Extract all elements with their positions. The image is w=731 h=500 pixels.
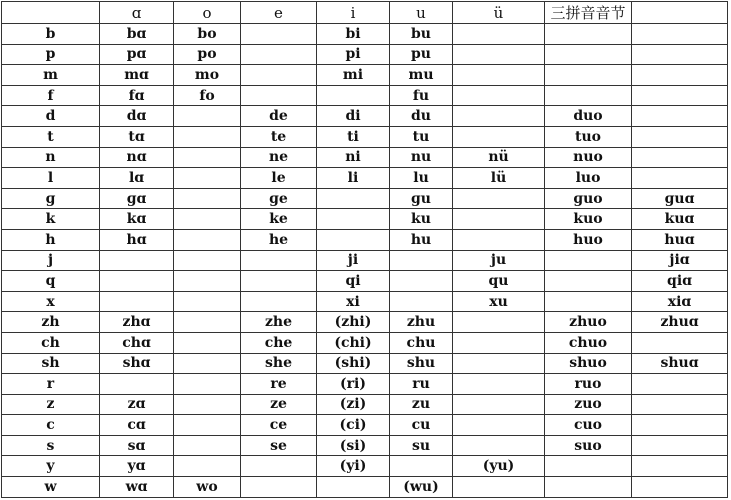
- syllable-cell: sɑ: [100, 435, 174, 456]
- syllable-cell: jiɑ: [632, 250, 728, 271]
- syllable-cell: bu: [390, 24, 453, 45]
- syllable-cell: hu: [390, 229, 453, 250]
- table-row: [2, 106, 728, 127]
- syllable-cell: pɑ: [100, 44, 174, 65]
- syllable-cell: [317, 209, 390, 230]
- syllable-cell: [453, 24, 545, 45]
- syllable-cell: [100, 250, 174, 271]
- syllable-cell: mi: [317, 65, 390, 86]
- syllable-cell: [632, 456, 728, 477]
- syllable-cell: [241, 65, 317, 86]
- table-row: [2, 229, 728, 250]
- syllable-cell: shuɑ: [632, 353, 728, 374]
- initial-cell: r: [2, 374, 100, 395]
- table-row: [2, 126, 728, 147]
- syllable-cell: su: [390, 435, 453, 456]
- header-row: [2, 2, 728, 24]
- table-row: [2, 415, 728, 436]
- column-header: i: [317, 2, 390, 24]
- syllable-cell: (chi): [317, 332, 390, 353]
- syllable-cell: zhuɑ: [632, 312, 728, 333]
- syllable-cell: shu: [390, 353, 453, 374]
- column-header: [632, 2, 728, 24]
- syllable-cell: (shi): [317, 353, 390, 374]
- initial-cell: c: [2, 415, 100, 436]
- syllable-cell: zhu: [390, 312, 453, 333]
- syllable-cell: mɑ: [100, 65, 174, 86]
- table-row: [2, 456, 728, 477]
- initial-cell: ch: [2, 332, 100, 353]
- syllable-cell: [632, 147, 728, 168]
- syllable-cell: [545, 85, 632, 106]
- syllable-cell: [632, 106, 728, 127]
- syllable-cell: cu: [390, 415, 453, 436]
- table-row: [2, 168, 728, 189]
- syllable-cell: chuo: [545, 332, 632, 353]
- syllable-cell: [174, 250, 241, 271]
- syllable-cell: [241, 477, 317, 498]
- syllable-cell: [545, 24, 632, 45]
- syllable-cell: [174, 353, 241, 374]
- syllable-cell: [453, 106, 545, 127]
- table-row: [2, 44, 728, 65]
- initial-cell: l: [2, 168, 100, 189]
- syllable-cell: [453, 85, 545, 106]
- syllable-cell: ru: [390, 374, 453, 395]
- syllable-cell: [632, 394, 728, 415]
- syllable-cell: bɑ: [100, 24, 174, 45]
- syllable-cell: [241, 250, 317, 271]
- initial-cell: h: [2, 229, 100, 250]
- table-row: [2, 435, 728, 456]
- syllable-cell: cɑ: [100, 415, 174, 436]
- table-row: [2, 394, 728, 415]
- syllable-cell: [317, 229, 390, 250]
- syllable-cell: [390, 250, 453, 271]
- syllable-cell: (zi): [317, 394, 390, 415]
- syllable-cell: tɑ: [100, 126, 174, 147]
- syllable-cell: chu: [390, 332, 453, 353]
- initial-cell: j: [2, 250, 100, 271]
- syllable-cell: [632, 24, 728, 45]
- syllable-cell: ɡuo: [545, 188, 632, 209]
- syllable-cell: (yi): [317, 456, 390, 477]
- syllable-cell: pu: [390, 44, 453, 65]
- syllable-cell: xu: [453, 291, 545, 312]
- syllable-cell: [545, 250, 632, 271]
- syllable-cell: chɑ: [100, 332, 174, 353]
- syllable-cell: [241, 85, 317, 106]
- syllable-cell: bo: [174, 24, 241, 45]
- syllable-cell: [632, 477, 728, 498]
- syllable-cell: [545, 291, 632, 312]
- syllable-cell: [174, 188, 241, 209]
- syllable-cell: [453, 374, 545, 395]
- syllable-cell: qiɑ: [632, 271, 728, 292]
- syllable-cell: [241, 24, 317, 45]
- syllable-cell: luo: [545, 168, 632, 189]
- syllable-cell: [241, 44, 317, 65]
- syllable-cell: du: [390, 106, 453, 127]
- syllable-cell: [241, 271, 317, 292]
- syllable-cell: tu: [390, 126, 453, 147]
- initial-cell: q: [2, 271, 100, 292]
- syllable-cell: [317, 188, 390, 209]
- syllable-cell: tuo: [545, 126, 632, 147]
- syllable-cell: che: [241, 332, 317, 353]
- syllable-cell: ti: [317, 126, 390, 147]
- syllable-cell: [241, 456, 317, 477]
- syllable-cell: zhuo: [545, 312, 632, 333]
- syllable-cell: mu: [390, 65, 453, 86]
- syllable-cell: [453, 415, 545, 436]
- syllable-cell: fo: [174, 85, 241, 106]
- syllable-cell: wɑ: [100, 477, 174, 498]
- syllable-cell: [632, 374, 728, 395]
- syllable-cell: fu: [390, 85, 453, 106]
- syllable-cell: he: [241, 229, 317, 250]
- table-row: [2, 250, 728, 271]
- syllable-cell: wo: [174, 477, 241, 498]
- syllable-cell: yɑ: [100, 456, 174, 477]
- column-header: e: [241, 2, 317, 24]
- initial-cell: p: [2, 44, 100, 65]
- syllable-cell: she: [241, 353, 317, 374]
- table-row: [2, 374, 728, 395]
- column-header: ɑ: [100, 2, 174, 24]
- syllable-cell: [100, 374, 174, 395]
- syllable-cell: ruo: [545, 374, 632, 395]
- initial-cell: b: [2, 24, 100, 45]
- syllable-cell: [100, 271, 174, 292]
- syllable-cell: shɑ: [100, 353, 174, 374]
- syllable-cell: [632, 332, 728, 353]
- initial-cell: f: [2, 85, 100, 106]
- syllable-cell: [241, 291, 317, 312]
- initial-cell: ɡ: [2, 188, 100, 209]
- syllable-cell: [632, 168, 728, 189]
- syllable-cell: [174, 271, 241, 292]
- syllable-cell: [174, 415, 241, 436]
- syllable-cell: [174, 126, 241, 147]
- syllable-cell: [632, 415, 728, 436]
- syllable-cell: [174, 168, 241, 189]
- syllable-cell: [453, 229, 545, 250]
- syllable-cell: [453, 44, 545, 65]
- syllable-cell: [632, 44, 728, 65]
- syllable-cell: [453, 312, 545, 333]
- syllable-cell: ji: [317, 250, 390, 271]
- syllable-cell: [453, 477, 545, 498]
- syllable-cell: re: [241, 374, 317, 395]
- syllable-cell: [390, 271, 453, 292]
- syllable-cell: le: [241, 168, 317, 189]
- syllable-cell: [453, 435, 545, 456]
- syllable-cell: se: [241, 435, 317, 456]
- syllable-cell: [390, 456, 453, 477]
- syllable-cell: [545, 271, 632, 292]
- syllable-cell: [174, 147, 241, 168]
- table-row: [2, 477, 728, 498]
- syllable-cell: xiɑ: [632, 291, 728, 312]
- column-header: u: [390, 2, 453, 24]
- table-row: [2, 332, 728, 353]
- syllable-cell: [632, 126, 728, 147]
- syllable-cell: di: [317, 106, 390, 127]
- syllable-cell: shuo: [545, 353, 632, 374]
- table-row: [2, 147, 728, 168]
- syllable-cell: [453, 188, 545, 209]
- syllable-cell: nɑ: [100, 147, 174, 168]
- initial-cell: w: [2, 477, 100, 498]
- syllable-cell: ne: [241, 147, 317, 168]
- syllable-cell: [545, 456, 632, 477]
- syllable-cell: ni: [317, 147, 390, 168]
- syllable-cell: kuo: [545, 209, 632, 230]
- syllable-cell: [453, 332, 545, 353]
- syllable-cell: bi: [317, 24, 390, 45]
- syllable-cell: lu: [390, 168, 453, 189]
- syllable-cell: [453, 209, 545, 230]
- syllable-cell: dɑ: [100, 106, 174, 127]
- table-row: [2, 85, 728, 106]
- syllable-cell: [453, 126, 545, 147]
- syllable-cell: [453, 353, 545, 374]
- table-row: [2, 65, 728, 86]
- table-row: [2, 353, 728, 374]
- column-header: ü: [453, 2, 545, 24]
- syllable-cell: [317, 85, 390, 106]
- syllable-cell: nu: [390, 147, 453, 168]
- syllable-cell: (wu): [390, 477, 453, 498]
- syllable-cell: nü: [453, 147, 545, 168]
- syllable-cell: ze: [241, 394, 317, 415]
- syllable-cell: [174, 291, 241, 312]
- syllable-cell: (si): [317, 435, 390, 456]
- syllable-cell: lü: [453, 168, 545, 189]
- syllable-cell: [174, 209, 241, 230]
- syllable-cell: (yu): [453, 456, 545, 477]
- syllable-cell: lɑ: [100, 168, 174, 189]
- syllable-cell: zɑ: [100, 394, 174, 415]
- syllable-cell: kɑ: [100, 209, 174, 230]
- syllable-cell: fɑ: [100, 85, 174, 106]
- syllable-cell: [317, 477, 390, 498]
- initial-cell: d: [2, 106, 100, 127]
- syllable-cell: kuɑ: [632, 209, 728, 230]
- syllable-cell: suo: [545, 435, 632, 456]
- syllable-cell: pi: [317, 44, 390, 65]
- syllable-cell: ke: [241, 209, 317, 230]
- syllable-cell: li: [317, 168, 390, 189]
- table-row: [2, 24, 728, 45]
- syllable-cell: ju: [453, 250, 545, 271]
- syllable-cell: (zhi): [317, 312, 390, 333]
- syllable-cell: zhɑ: [100, 312, 174, 333]
- initial-cell: z: [2, 394, 100, 415]
- syllable-cell: [632, 65, 728, 86]
- syllable-cell: mo: [174, 65, 241, 86]
- syllable-cell: po: [174, 44, 241, 65]
- syllable-cell: [545, 65, 632, 86]
- table-row: [2, 291, 728, 312]
- syllable-cell: [174, 394, 241, 415]
- syllable-cell: [174, 312, 241, 333]
- table-row: [2, 271, 728, 292]
- syllable-cell: zhe: [241, 312, 317, 333]
- column-header: o: [174, 2, 241, 24]
- syllable-cell: xi: [317, 291, 390, 312]
- syllable-cell: [174, 106, 241, 127]
- syllable-cell: hɑ: [100, 229, 174, 250]
- table-row: [2, 312, 728, 333]
- syllable-cell: ɡu: [390, 188, 453, 209]
- syllable-cell: [632, 85, 728, 106]
- syllable-cell: zuo: [545, 394, 632, 415]
- syllable-cell: [174, 456, 241, 477]
- initial-cell: sh: [2, 353, 100, 374]
- syllable-cell: [174, 332, 241, 353]
- table-row: [2, 188, 728, 209]
- syllable-cell: ɡe: [241, 188, 317, 209]
- table-row: [2, 209, 728, 230]
- syllable-cell: (ri): [317, 374, 390, 395]
- syllable-cell: [174, 229, 241, 250]
- syllable-cell: qi: [317, 271, 390, 292]
- initial-cell: m: [2, 65, 100, 86]
- syllable-cell: ɡuɑ: [632, 188, 728, 209]
- syllable-cell: zu: [390, 394, 453, 415]
- syllable-cell: te: [241, 126, 317, 147]
- syllable-cell: [632, 435, 728, 456]
- syllable-cell: de: [241, 106, 317, 127]
- syllable-cell: [545, 477, 632, 498]
- syllable-cell: [453, 65, 545, 86]
- initial-cell: x: [2, 291, 100, 312]
- syllable-cell: [174, 435, 241, 456]
- syllable-cell: [545, 44, 632, 65]
- column-header: 三拼音音节: [545, 2, 632, 24]
- syllable-cell: [453, 394, 545, 415]
- initial-cell: s: [2, 435, 100, 456]
- syllable-cell: ce: [241, 415, 317, 436]
- syllable-cell: cuo: [545, 415, 632, 436]
- syllable-cell: duo: [545, 106, 632, 127]
- initial-cell: n: [2, 147, 100, 168]
- initial-cell: zh: [2, 312, 100, 333]
- syllable-cell: ɡɑ: [100, 188, 174, 209]
- initial-cell: t: [2, 126, 100, 147]
- syllable-cell: nuo: [545, 147, 632, 168]
- syllable-cell: ku: [390, 209, 453, 230]
- initial-cell: k: [2, 209, 100, 230]
- syllable-cell: (ci): [317, 415, 390, 436]
- syllable-cell: [100, 291, 174, 312]
- syllable-cell: [174, 374, 241, 395]
- syllable-cell: huɑ: [632, 229, 728, 250]
- column-header: [2, 2, 100, 24]
- pinyin-syllable-table: [1, 1, 728, 498]
- syllable-cell: qu: [453, 271, 545, 292]
- syllable-cell: [390, 291, 453, 312]
- initial-cell: y: [2, 456, 100, 477]
- syllable-cell: huo: [545, 229, 632, 250]
